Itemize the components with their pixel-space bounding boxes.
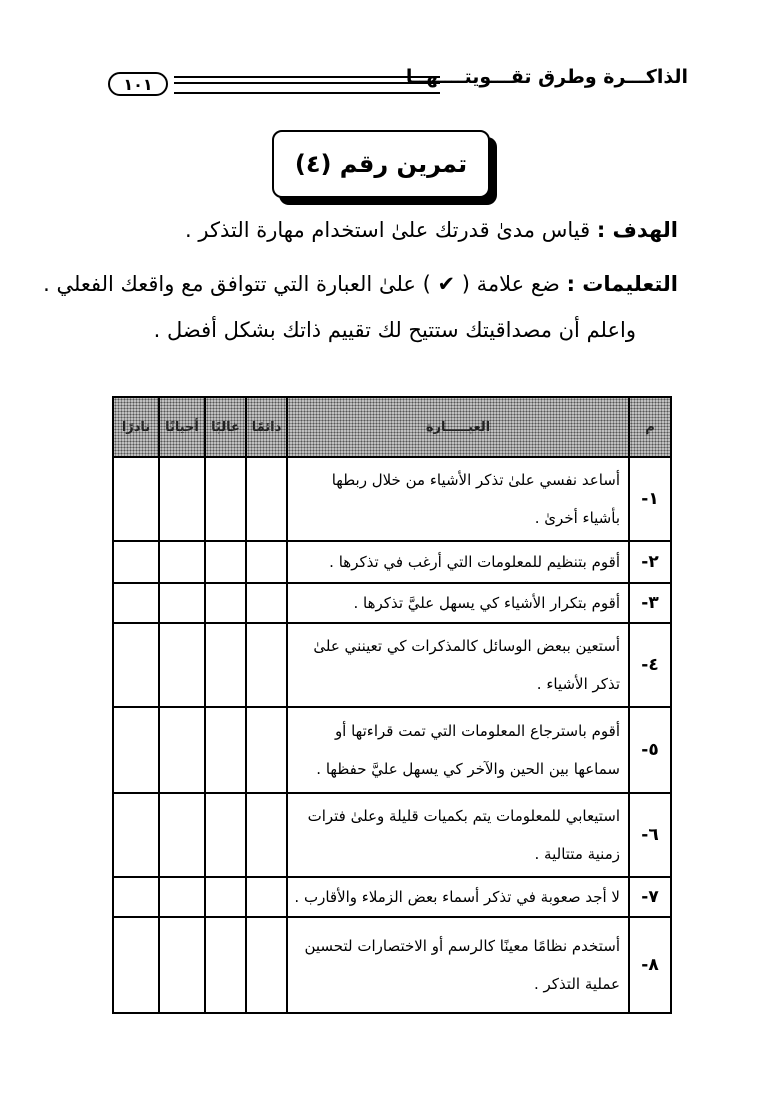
answer-cell-always[interactable] [246,917,287,1013]
table-row [113,707,671,793]
answer-cell-always[interactable] [246,457,287,541]
header-rule [174,76,440,94]
row-statement: لا أجد صعوبة في تذكر أسماء بعض الزملاء والأقارب . [287,877,629,917]
row-statement: أقوم باسترجاع المعلومات التي تمت قراءتها أو سماعها بين الحين والآخر كي يسهل عليَّ حفظها . [287,707,629,793]
table-header-row [113,397,671,457]
answer-cell-always[interactable] [246,877,287,917]
table-row [113,917,671,1013]
exercise-title: تمرين رقم (٤) [272,130,490,198]
answer-cell-often[interactable] [205,877,246,917]
goal-label: الهدف : [596,218,678,242]
header-always: دائمًا [246,397,287,457]
answer-cell-sometimes[interactable] [159,917,205,1013]
table-row [113,793,671,877]
row-statement: أستعين ببعض الوسائل كالمذكرات كي تعينني علىٰ تذكر الأشياء . [287,623,629,707]
answer-cell-always[interactable] [246,583,287,623]
header-num: م [629,397,671,457]
answer-cell-often[interactable] [205,457,246,541]
row-number: ٣- [629,583,671,623]
answer-cell-rarely[interactable] [113,583,159,623]
answer-cell-always[interactable] [246,541,287,583]
answer-cell-often[interactable] [205,623,246,707]
running-title: الذاكـــرة وطرق تقـــويتــــهــا [405,66,688,88]
answer-cell-often[interactable] [205,917,246,1013]
instructions-text: ضع علامة ( ✔ ) علىٰ العبارة التي تتوافق مع واقعك الفعلي . [43,272,560,296]
table-row [113,877,671,917]
page-header [108,66,688,106]
table-row [113,457,671,541]
row-statement: استيعابي للمعلومات يتم بكميات قليلة وعلىٰ فترات زمنية متتالية . [287,793,629,877]
answer-cell-rarely[interactable] [113,877,159,917]
header-often: غالبًا [205,397,246,457]
answer-cell-sometimes[interactable] [159,457,205,541]
goal-text: قياس مدىٰ قدرتك علىٰ استخدام مهارة التذكر . [185,218,591,242]
answer-cell-often[interactable] [205,793,246,877]
answer-cell-sometimes[interactable] [159,877,205,917]
answer-cell-always[interactable] [246,707,287,793]
row-number: ٥- [629,707,671,793]
answer-cell-rarely[interactable] [113,541,159,583]
answer-cell-sometimes[interactable] [159,793,205,877]
answer-cell-often[interactable] [205,541,246,583]
answer-cell-sometimes[interactable] [159,623,205,707]
answer-cell-often[interactable] [205,707,246,793]
answer-cell-often[interactable] [205,583,246,623]
instructions-line [43,272,678,296]
answer-cell-always[interactable] [246,623,287,707]
answer-cell-rarely[interactable] [113,917,159,1013]
row-number: ٨- [629,917,671,1013]
answer-cell-sometimes[interactable] [159,707,205,793]
instructions-line-2: واعلم أن مصداقيتك ستتيح لك تقييم ذاتك بشكل أفضل . [153,318,636,342]
table-row [113,623,671,707]
survey-table [112,396,672,1014]
answer-cell-rarely[interactable] [113,707,159,793]
answer-cell-rarely[interactable] [113,793,159,877]
row-statement: أساعد نفسي علىٰ تذكر الأشياء من خلال ربطها بأشياء أخرىٰ . [287,457,629,541]
table-row [113,541,671,583]
header-sometimes: أحيانًا [159,397,205,457]
page-number: ١٠١ [108,72,168,96]
header-statement: العبـــــارة [287,397,629,457]
answer-cell-rarely[interactable] [113,457,159,541]
row-number: ٢- [629,541,671,583]
row-statement: أستخدم نظامًا معينًا كالرسم أو الاختصارات لتحسين عملية التذكر . [287,917,629,1013]
answer-cell-sometimes[interactable] [159,541,205,583]
row-number: ٧- [629,877,671,917]
instructions-label: التعليمات : [566,272,678,296]
table-row [113,583,671,623]
row-number: ٦- [629,793,671,877]
goal-line [185,218,678,242]
header-rarely: نادرًا [113,397,159,457]
answer-cell-sometimes[interactable] [159,583,205,623]
row-number: ١- [629,457,671,541]
answer-cell-always[interactable] [246,793,287,877]
row-number: ٤- [629,623,671,707]
row-statement: أقوم بتنظيم للمعلومات التي أرغب في تذكرها . [287,541,629,583]
answer-cell-rarely[interactable] [113,623,159,707]
row-statement: أقوم بتكرار الأشياء كي يسهل عليَّ تذكرها . [287,583,629,623]
